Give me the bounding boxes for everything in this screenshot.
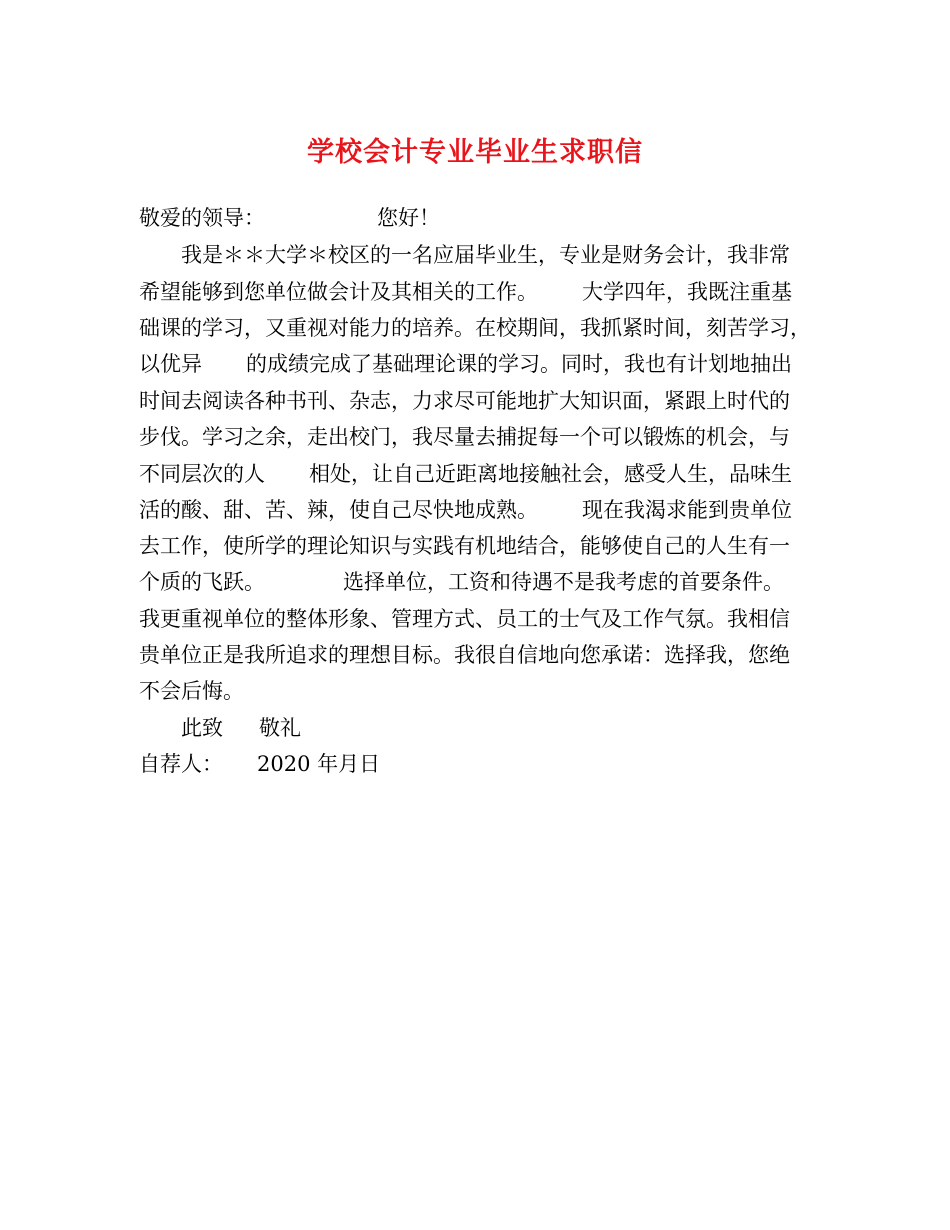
body-line: 我是＊＊大学＊校区的一名应届毕业生，专业是财务会计，我非常 bbox=[181, 243, 790, 267]
body-line: 贵单位正是我所追求的理想目标。我很自信地向您承诺：选择我，您绝 bbox=[139, 643, 790, 667]
body-line: 时间去阅读各种书刊、杂志，力求尽可能地扩大知识面，紧跟上时代的 bbox=[139, 389, 790, 413]
body-line: 我更重视单位的整体形象、管理方式、员工的士气及工作气氛。我相信 bbox=[139, 607, 790, 631]
salutation-greeting: 您好！ bbox=[377, 206, 440, 230]
body-line: 础课的学习，又重视对能力的培养。在校期间，我抓紧时间，刻苦学习， bbox=[139, 316, 811, 340]
body-line: 不同层次的人 相处，让自己近距离地接触社会，感受人生，品味生 bbox=[139, 462, 792, 486]
signature-label: 自荐人： bbox=[139, 752, 223, 776]
closing-ci-zhi: 此致 bbox=[181, 716, 223, 740]
closing-line bbox=[181, 716, 301, 740]
body-line: 不会后悔。 bbox=[139, 679, 244, 703]
salutation-line bbox=[139, 206, 440, 230]
closing-jing-li: 敬礼 bbox=[259, 716, 301, 740]
signature-line bbox=[139, 752, 380, 776]
document-title: 学校会计专业毕业生求职信 bbox=[307, 137, 643, 168]
signature-date: 2020 年月日 bbox=[257, 752, 381, 776]
body-line: 希望能够到您单位做会计及其相关的工作。 大学四年，我既注重基 bbox=[139, 280, 792, 304]
body-line: 个质的飞跃。 选择单位，工资和待遇不是我考虑的首要条件。 bbox=[139, 570, 784, 594]
salutation-to: 敬爱的领导： bbox=[139, 206, 265, 230]
body-line: 步伐。学习之余，走出校门，我尽量去捕捉每一个可以锻炼的机会，与 bbox=[139, 425, 790, 449]
body-line: 去工作，使所学的理论知识与实践有机地结合，能够使自己的人生有一 bbox=[139, 534, 790, 558]
body-line: 活的酸、甜、苦、辣，使自己尽快地成熟。 现在我渴求能到贵单位 bbox=[139, 498, 792, 522]
body-line: 以优异 的成绩完成了基础理论课的学习。同时，我也有计划地抽出 bbox=[139, 352, 792, 376]
